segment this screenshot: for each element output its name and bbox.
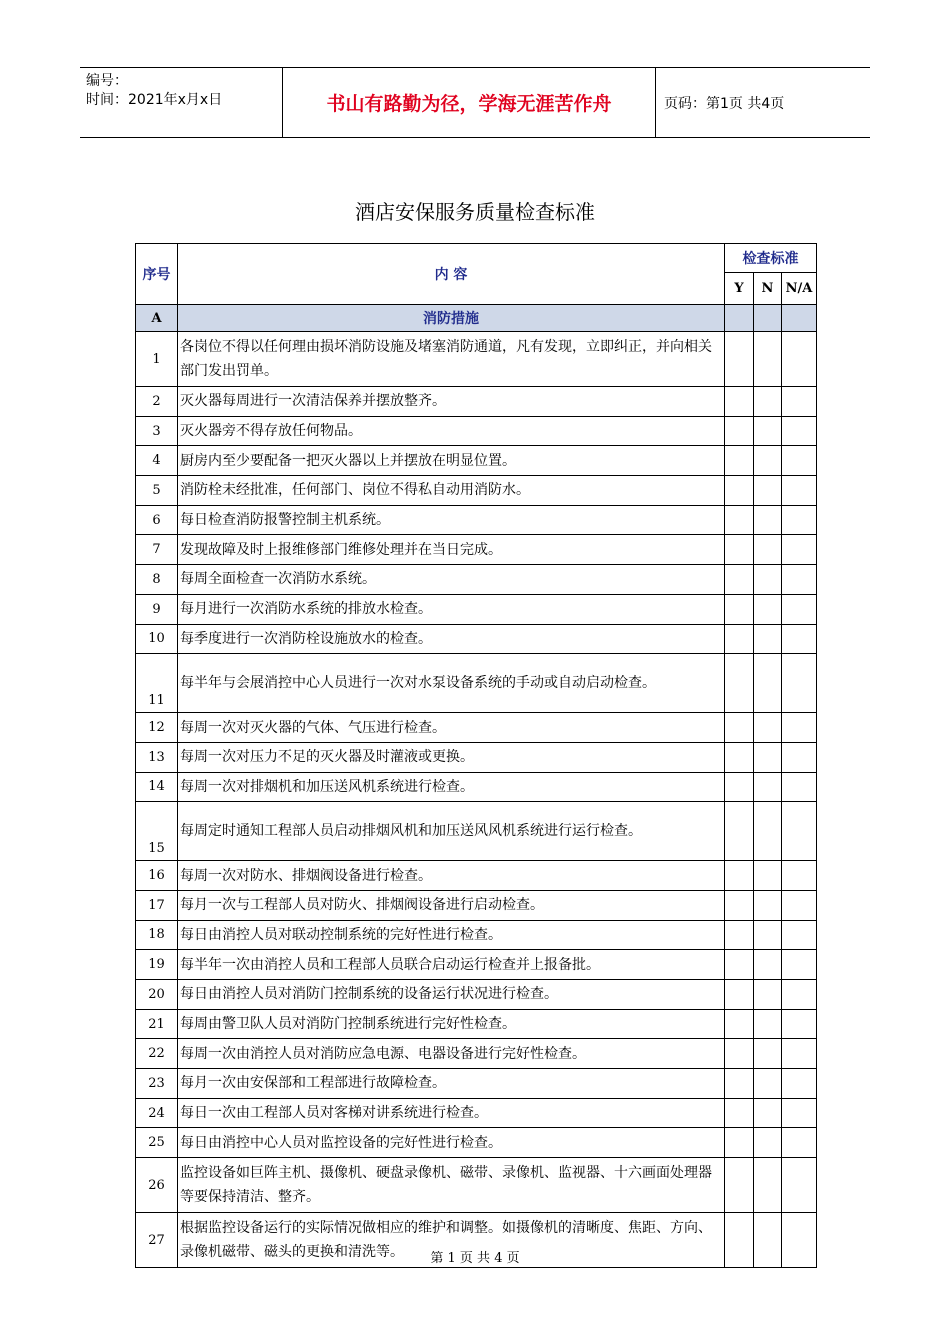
check-cell-y[interactable] <box>725 1009 754 1039</box>
table-row <box>136 980 817 1010</box>
table-row <box>136 1009 817 1039</box>
check-cell-n[interactable] <box>754 624 782 654</box>
check-cell-na[interactable] <box>782 1069 817 1099</box>
row-number: 20 <box>136 980 178 1010</box>
row-number: 22 <box>136 1039 178 1069</box>
table-row <box>136 476 817 506</box>
inspection-table <box>135 243 817 1268</box>
check-cell-n[interactable] <box>754 890 782 920</box>
row-content: 根据监控设备运行的实际情况做相应的维护和调整。如摄像机的清晰度、焦距、方向、录像机磁带、磁头的更换和清洗等。 <box>178 1213 725 1268</box>
section-title: 消防措施 <box>178 305 725 332</box>
row-number: 7 <box>136 535 178 565</box>
check-cell-n[interactable] <box>754 594 782 624</box>
table-row <box>136 1098 817 1128</box>
row-content: 每周全面检查一次消防水系统。 <box>178 565 725 595</box>
table-row <box>136 416 817 446</box>
check-cell-na[interactable] <box>782 535 817 565</box>
header-motto: 书山有路勤为径，学海无涯苦作舟 <box>282 68 656 137</box>
table-row <box>136 624 817 654</box>
check-cell-na[interactable] <box>782 1128 817 1158</box>
check-cell-n[interactable] <box>754 772 782 802</box>
table-row <box>136 565 817 595</box>
col-y-header: Y <box>725 273 754 305</box>
check-cell-n[interactable] <box>754 1039 782 1069</box>
check-cell-y[interactable] <box>725 1158 754 1213</box>
row-content: 每日由消控人员对消防门控制系统的设备运行状况进行检查。 <box>178 980 725 1010</box>
check-cell-na[interactable] <box>782 654 817 713</box>
table-row <box>136 1158 817 1213</box>
table-row <box>136 1069 817 1099</box>
row-number: 11 <box>136 654 178 713</box>
row-number: 25 <box>136 1128 178 1158</box>
check-cell-n[interactable] <box>754 742 782 772</box>
row-content: 每日由消控人员对联动控制系统的完好性进行检查。 <box>178 920 725 950</box>
check-cell-y[interactable] <box>725 742 754 772</box>
row-number: 6 <box>136 505 178 535</box>
section-row <box>136 305 817 332</box>
row-number: 1 <box>136 332 178 387</box>
check-cell-na[interactable] <box>782 332 817 387</box>
row-content: 每周一次对排烟机和加压送风机系统进行检查。 <box>178 772 725 802</box>
table-row <box>136 594 817 624</box>
row-content: 每月进行一次消防水系统的排放水检查。 <box>178 594 725 624</box>
table-row <box>136 772 817 802</box>
check-cell-n[interactable] <box>754 446 782 476</box>
check-cell-na[interactable] <box>782 890 817 920</box>
row-number: 13 <box>136 742 178 772</box>
check-cell-na[interactable] <box>782 861 817 891</box>
row-content: 每周定时通知工程部人员启动排烟风机和加压送风风机系统进行运行检查。 <box>178 802 725 861</box>
row-number: 3 <box>136 416 178 446</box>
time-label: 时间：2021年x月x日 <box>86 92 223 108</box>
table-row <box>136 713 817 743</box>
section-n-cell <box>754 305 782 332</box>
check-cell-y[interactable] <box>725 505 754 535</box>
row-number: 15 <box>136 802 178 861</box>
check-cell-y[interactable] <box>725 890 754 920</box>
row-content: 每月一次由安保部和工程部进行故障检查。 <box>178 1069 725 1099</box>
check-cell-y[interactable] <box>725 772 754 802</box>
col-content-header: 内 容 <box>178 244 725 305</box>
col-standard-header: 检查标准 <box>725 244 817 273</box>
row-content: 每季度进行一次消防栓设施放水的检查。 <box>178 624 725 654</box>
row-content: 灭火器旁不得存放任何物品。 <box>178 416 725 446</box>
row-content: 每周一次对灭火器的气体、气压进行检查。 <box>178 713 725 743</box>
section-na-cell <box>782 305 817 332</box>
check-cell-na[interactable] <box>782 387 817 417</box>
row-number: 16 <box>136 861 178 891</box>
check-cell-na[interactable] <box>782 476 817 506</box>
document-title: 酒店安保服务质量检查标准 <box>355 200 595 224</box>
table-row <box>136 802 817 861</box>
row-content: 灭火器每周进行一次清洁保养并摆放整齐。 <box>178 387 725 417</box>
table-row <box>136 654 817 713</box>
row-content: 每周由警卫队人员对消防门控制系统进行完好性检查。 <box>178 1009 725 1039</box>
table-row <box>136 1039 817 1069</box>
row-number: 27 <box>136 1213 178 1268</box>
check-cell-n[interactable] <box>754 1098 782 1128</box>
check-cell-y[interactable] <box>725 565 754 595</box>
row-content: 发现故障及时上报维修部门维修处理并在当日完成。 <box>178 535 725 565</box>
row-number: 23 <box>136 1069 178 1099</box>
row-number: 14 <box>136 772 178 802</box>
row-number: 5 <box>136 476 178 506</box>
row-number: 8 <box>136 565 178 595</box>
check-cell-y[interactable] <box>725 594 754 624</box>
check-cell-na[interactable] <box>782 1098 817 1128</box>
code-label: 编号： <box>86 73 128 89</box>
row-content: 每周一次由消控人员对消防应急电源、电器设备进行完好性检查。 <box>178 1039 725 1069</box>
table-row <box>136 890 817 920</box>
row-content: 消防栓未经批准，任何部门、岗位不得私自动用消防水。 <box>178 476 725 506</box>
check-cell-y[interactable] <box>725 624 754 654</box>
table-row <box>136 920 817 950</box>
check-cell-n[interactable] <box>754 505 782 535</box>
check-cell-n[interactable] <box>754 980 782 1010</box>
header-page-info: 页码：第1页 共4页 <box>664 95 785 112</box>
check-cell-y[interactable] <box>725 476 754 506</box>
check-cell-y[interactable] <box>725 416 754 446</box>
check-cell-na[interactable] <box>782 594 817 624</box>
check-cell-y[interactable] <box>725 1069 754 1099</box>
check-cell-y[interactable] <box>725 980 754 1010</box>
check-cell-na[interactable] <box>782 802 817 861</box>
check-cell-n[interactable] <box>754 1158 782 1213</box>
table-row <box>136 446 817 476</box>
check-cell-na[interactable] <box>782 920 817 950</box>
check-cell-y[interactable] <box>725 1039 754 1069</box>
check-cell-n[interactable] <box>754 950 782 980</box>
row-content: 各岗位不得以任何理由损坏消防设施及堵塞消防通道，凡有发现，立即纠正，并向相关部门发出罚单。 <box>178 332 725 387</box>
check-cell-n[interactable] <box>754 1069 782 1099</box>
check-cell-y[interactable] <box>725 713 754 743</box>
row-number: 10 <box>136 624 178 654</box>
row-content: 每半年与会展消控中心人员进行一次对水泵设备系统的手动或自动启动检查。 <box>178 654 725 713</box>
check-cell-n[interactable] <box>754 713 782 743</box>
row-content: 每半年一次由消控人员和工程部人员联合启动运行检查并上报备批。 <box>178 950 725 980</box>
check-cell-y[interactable] <box>725 535 754 565</box>
row-content: 每周一次对防水、排烟阀设备进行检查。 <box>178 861 725 891</box>
col-seq-header: 序号 <box>136 244 178 305</box>
table-row <box>136 332 817 387</box>
check-cell-n[interactable] <box>754 416 782 446</box>
table-row <box>136 861 817 891</box>
check-cell-y[interactable] <box>725 1128 754 1158</box>
table-row <box>136 1128 817 1158</box>
row-content: 监控设备如巨阵主机、摄像机、硬盘录像机、磁带、录像机、监视器、十六画面处理器等要保持清洁、整齐。 <box>178 1158 725 1213</box>
row-content: 每日由消控中心人员对监控设备的完好性进行检查。 <box>178 1128 725 1158</box>
table-row <box>136 387 817 417</box>
table-row <box>136 535 817 565</box>
row-content: 每日检查消防报警控制主机系统。 <box>178 505 725 535</box>
check-cell-n[interactable] <box>754 476 782 506</box>
check-cell-n[interactable] <box>754 565 782 595</box>
table-row <box>136 505 817 535</box>
check-cell-y[interactable] <box>725 950 754 980</box>
check-cell-n[interactable] <box>754 332 782 387</box>
table-header-row <box>136 244 817 273</box>
check-cell-n[interactable] <box>754 802 782 861</box>
row-number: 17 <box>136 890 178 920</box>
check-cell-na[interactable] <box>782 1158 817 1213</box>
check-cell-na[interactable] <box>782 950 817 980</box>
check-cell-y[interactable] <box>725 654 754 713</box>
check-cell-na[interactable] <box>782 772 817 802</box>
row-content: 厨房内至少要配备一把灭火器以上并摆放在明显位置。 <box>178 446 725 476</box>
check-cell-na[interactable] <box>782 505 817 535</box>
check-cell-n[interactable] <box>754 654 782 713</box>
check-cell-n[interactable] <box>754 387 782 417</box>
check-cell-na[interactable] <box>782 565 817 595</box>
header-meta <box>86 72 282 134</box>
check-cell-y[interactable] <box>725 802 754 861</box>
check-cell-n[interactable] <box>754 861 782 891</box>
check-cell-na[interactable] <box>782 416 817 446</box>
check-cell-na[interactable] <box>782 1009 817 1039</box>
check-cell-y[interactable] <box>725 446 754 476</box>
col-n-header: N <box>754 273 782 305</box>
check-cell-na[interactable] <box>782 1039 817 1069</box>
page-footer: 第 1 页 共 4 页 <box>430 1251 520 1266</box>
check-cell-n[interactable] <box>754 920 782 950</box>
row-number: 12 <box>136 713 178 743</box>
check-cell-na[interactable] <box>782 980 817 1010</box>
row-number: 19 <box>136 950 178 980</box>
row-content: 每月一次与工程部人员对防火、排烟阀设备进行启动检查。 <box>178 890 725 920</box>
check-cell-y[interactable] <box>725 387 754 417</box>
check-cell-n[interactable] <box>754 1128 782 1158</box>
check-cell-y[interactable] <box>725 1098 754 1128</box>
check-cell-na[interactable] <box>782 624 817 654</box>
check-cell-na[interactable] <box>782 713 817 743</box>
row-number: 26 <box>136 1158 178 1213</box>
table-row <box>136 950 817 980</box>
check-cell-y[interactable] <box>725 920 754 950</box>
check-cell-y[interactable] <box>725 861 754 891</box>
table-row <box>136 742 817 772</box>
row-number: 2 <box>136 387 178 417</box>
inspection-table-body <box>136 244 817 1268</box>
row-content: 每周一次对压力不足的灭火器及时灌液或更换。 <box>178 742 725 772</box>
check-cell-y[interactable] <box>725 332 754 387</box>
row-number: 18 <box>136 920 178 950</box>
section-code: A <box>136 305 178 332</box>
col-na-header: N/A <box>782 273 817 305</box>
row-number: 24 <box>136 1098 178 1128</box>
check-cell-n[interactable] <box>754 1009 782 1039</box>
document-header <box>80 67 870 138</box>
check-cell-na[interactable] <box>782 446 817 476</box>
row-content: 每日一次由工程部人员对客梯对讲系统进行检查。 <box>178 1098 725 1128</box>
check-cell-n[interactable] <box>754 535 782 565</box>
check-cell-na[interactable] <box>782 742 817 772</box>
section-y-cell <box>725 305 754 332</box>
row-number: 4 <box>136 446 178 476</box>
row-number: 21 <box>136 1009 178 1039</box>
row-number: 9 <box>136 594 178 624</box>
